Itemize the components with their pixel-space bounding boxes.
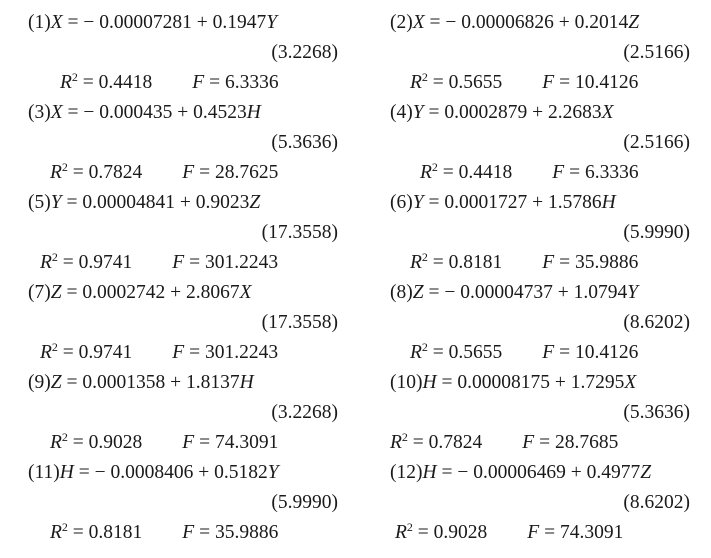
regression-equation [28,278,252,308]
equation-6 [390,188,690,278]
fit-statistics [50,428,278,458]
regression-equation [28,368,254,398]
r-squared: $R^2 = 0.9741$ [40,250,133,273]
f-value: 301.2243 [204,342,279,363]
equation-number: (1) [28,12,51,33]
f-statistic: F = 301.2243 [172,342,279,363]
t-statistic: (2.5166) [623,42,690,63]
r-exponent: 2 [51,340,58,354]
r-exponent: 2 [406,520,413,534]
r-squared-value: 0.8181 [448,252,503,273]
f-statistic: F = 301.2243 [172,252,279,273]
r-label: R [60,72,72,93]
equation-9 [28,368,338,458]
regression-equation [28,458,279,488]
r-exponent: 2 [421,250,428,264]
dependent-variable: H [59,462,74,483]
r-squared-value: 0.5655 [448,72,503,93]
regression-equation [390,368,636,398]
dependent-variable: Z [50,372,62,393]
fit-statistics [420,158,639,188]
r-squared-value: 0.9741 [78,342,133,363]
r-label: R [410,72,422,93]
left-column [28,8,338,548]
f-statistic: F = 35.9886 [182,522,279,543]
t-statistic: (8.6202) [623,492,690,513]
equation-number: (12) [390,462,423,483]
r-squared: $R^2 = 0.5655$ [410,70,503,93]
r-squared-value: 0.8181 [88,522,143,543]
equation-5 [28,188,338,278]
dependent-variable: X [50,12,63,33]
r-exponent: 2 [61,430,68,444]
r-squared-value: 0.7824 [428,432,483,453]
f-label: F [522,432,535,453]
coefficients: = 0.00004841 + 0.9023 [61,192,250,213]
t-statistic: (17.3558) [261,222,338,243]
equation-number: (10) [390,372,423,393]
independent-variable: H [601,192,616,213]
f-label: F [542,72,555,93]
f-label: F [172,342,185,363]
f-label: F [527,522,540,543]
equation-7 [28,278,338,368]
r-label: R [410,342,422,363]
independent-variable: H [239,372,254,393]
t-statistic: (8.6202) [623,312,690,333]
equation-number: (2) [390,12,413,33]
r-squared: $R^2 = 0.8181$ [50,520,143,543]
equation-1 [28,8,338,98]
independent-variable: H [246,102,261,123]
r-label: R [40,342,52,363]
equation-12 [390,458,690,548]
r-label: R [395,522,407,543]
equation-number: (5) [28,192,51,213]
regression-equation [390,188,616,218]
fit-statistics [40,338,278,368]
equation-number: (9) [28,372,51,393]
f-label: F [192,72,205,93]
r-squared: $R^2 = 0.7824$ [50,160,143,183]
t-statistic: (2.5166) [623,132,690,153]
fit-statistics [50,158,278,188]
r-squared-value: 0.7824 [88,162,143,183]
r-exponent: 2 [51,250,58,264]
r-label: R [420,162,432,183]
f-statistic: F = 28.7685 [522,432,619,453]
equation-number: (8) [390,282,413,303]
f-label: F [552,162,565,183]
coefficients: = − 0.00006826 + 0.2014 [424,12,629,33]
coefficients: = − 0.00006469 + 0.4977 [436,462,641,483]
independent-variable: Z [640,462,652,483]
independent-variable: Y [266,12,278,33]
r-squared: $R^2 = 0.5655$ [410,340,503,363]
f-value: 35.9886 [214,522,279,543]
regression-equation [390,98,614,128]
f-statistic: F = 6.3336 [552,162,639,183]
coefficients: = − 0.00004737 + 1.0794 [423,282,628,303]
f-value: 10.4126 [574,72,639,93]
r-label: R [50,522,62,543]
f-value: 35.9886 [574,252,639,273]
equation-8 [390,278,690,368]
r-squared: $R^2 = 0.8181$ [410,250,503,273]
fit-statistics [60,68,279,98]
r-squared-value: 0.9028 [433,522,488,543]
dependent-variable: H [422,372,437,393]
f-value: 10.4126 [574,342,639,363]
fit-statistics [395,518,623,548]
f-statistic: F = 6.3336 [192,72,279,93]
f-value: 301.2243 [204,252,279,273]
equation-3 [28,98,338,188]
coefficients: = 0.0001727 + 1.5786 [423,192,602,213]
r-exponent: 2 [431,160,438,174]
r-exponent: 2 [61,520,68,534]
fit-statistics [410,68,638,98]
f-statistic: F = 10.4126 [542,342,639,363]
equation-2 [390,8,690,98]
t-statistic: (5.3636) [271,132,338,153]
equation-number: (6) [390,192,413,213]
r-squared-value: 0.5655 [448,342,503,363]
coefficients: = 0.0002742 + 2.8067 [61,282,240,303]
equation-number: (3) [28,102,51,123]
equation-4 [390,98,690,188]
r-label: R [410,252,422,273]
dependent-variable: X [412,12,425,33]
r-squared-value: 0.9741 [78,252,133,273]
equation-number: (7) [28,282,51,303]
r-exponent: 2 [421,70,428,84]
r-label: R [390,432,402,453]
coefficients: = 0.0002879 + 2.2683 [423,102,602,123]
f-label: F [542,342,555,363]
t-statistic: (5.9990) [623,222,690,243]
r-squared: $R^2 = 0.4418$ [60,70,153,93]
regression-equation [28,98,261,128]
coefficients: = − 0.000435 + 0.4523 [62,102,247,123]
fit-statistics [410,338,638,368]
r-squared: $R^2 = 0.9028$ [50,430,143,453]
regression-equation [390,8,639,38]
dependent-variable: Y [412,192,424,213]
f-value: 74.3091 [559,522,624,543]
dependent-variable: Z [50,282,62,303]
r-squared-value: 0.4418 [98,72,153,93]
independent-variable: X [601,102,614,123]
r-squared: $R^2 = 0.4418$ [420,160,513,183]
f-value: 28.7625 [214,162,279,183]
regression-equation [390,278,638,308]
f-statistic: F = 28.7625 [182,162,279,183]
f-statistic: F = 74.3091 [527,522,624,543]
r-squared-value: 0.4418 [458,162,513,183]
r-squared: $R^2 = 0.7824$ [390,430,483,453]
f-statistic: F = 10.4126 [542,72,639,93]
r-squared-value: 0.9028 [88,432,143,453]
f-value: 28.7685 [554,432,619,453]
t-statistic: (5.3636) [623,402,690,423]
r-exponent: 2 [61,160,68,174]
independent-variable: X [624,372,637,393]
dependent-variable: Y [412,102,424,123]
independent-variable: X [239,282,252,303]
f-statistic: F = 35.9886 [542,252,639,273]
t-statistic: (3.2268) [271,402,338,423]
equation-number: (4) [390,102,413,123]
equation-11 [28,458,338,548]
t-statistic: (5.9990) [271,492,338,513]
r-exponent: 2 [401,430,408,444]
regression-equation [28,188,260,218]
r-label: R [50,162,62,183]
fit-statistics [410,248,638,278]
coefficients: = − 0.0008406 + 0.5182 [73,462,268,483]
f-label: F [542,252,555,273]
f-label: F [182,432,195,453]
equation-10 [390,368,690,458]
r-exponent: 2 [421,340,428,354]
t-statistic: (3.2268) [271,42,338,63]
r-squared: $R^2 = 0.9028$ [395,520,488,543]
f-value: 74.3091 [214,432,279,453]
independent-variable: Y [267,462,279,483]
independent-variable: Z [628,12,640,33]
f-label: F [172,252,185,273]
dependent-variable: Z [412,282,424,303]
equation-number: (11) [28,462,60,483]
r-squared: $R^2 = 0.9741$ [40,340,133,363]
coefficients: = − 0.00007281 + 0.1947 [62,12,267,33]
r-exponent: 2 [71,70,78,84]
r-label: R [40,252,52,273]
dependent-variable: H [422,462,437,483]
coefficients: = 0.0001358 + 1.8137 [61,372,240,393]
coefficients: = 0.00008175 + 1.7295 [436,372,625,393]
fit-statistics [390,428,618,458]
dependent-variable: Y [50,192,62,213]
regression-equation [28,8,277,38]
fit-statistics [40,248,278,278]
f-value: 6.3336 [224,72,279,93]
independent-variable: Z [249,192,261,213]
t-statistic: (17.3558) [261,312,338,333]
dependent-variable: X [50,102,63,123]
f-statistic: F = 74.3091 [182,432,279,453]
right-column [390,8,690,548]
fit-statistics [50,518,278,548]
independent-variable: Y [627,282,639,303]
regression-equation [390,458,651,488]
f-label: F [182,522,195,543]
f-label: F [182,162,195,183]
r-label: R [50,432,62,453]
f-value: 6.3336 [584,162,639,183]
